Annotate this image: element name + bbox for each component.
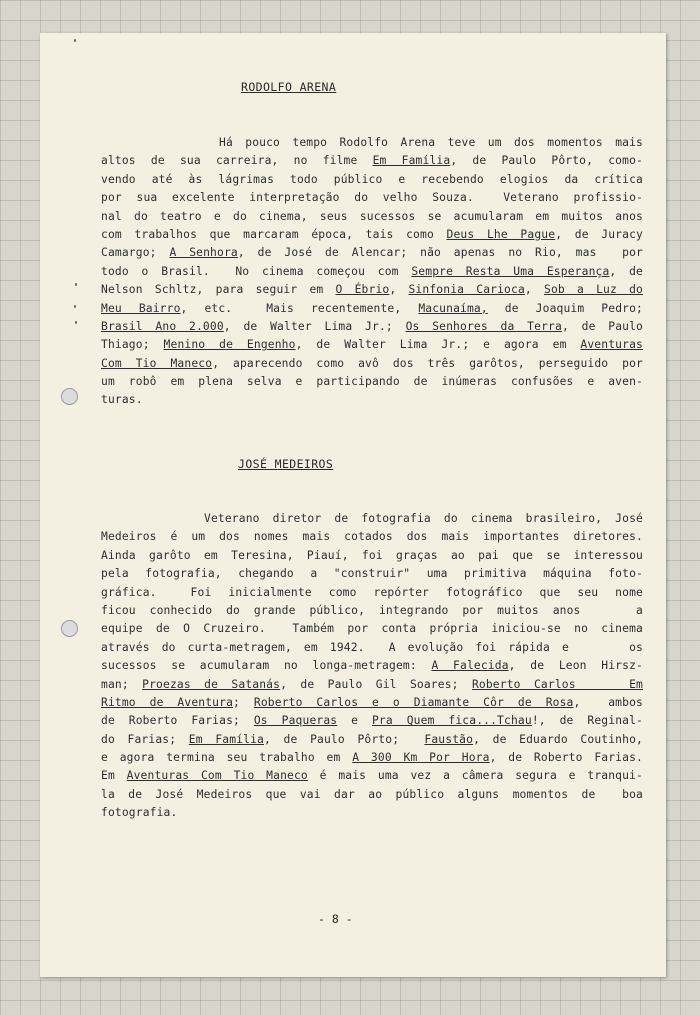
text-run: do Farias; (101, 732, 189, 746)
text-run: todo o Brasil. No cinema começou com (101, 264, 412, 278)
text-run: Camargo; (101, 246, 170, 260)
text-run: com trabalhos que marcaram época, tais como (101, 227, 447, 241)
underlined-title: Aventuras Com Tio Maneco (126, 769, 308, 783)
underlined-title: Em Família (188, 732, 264, 746)
underlined-title: Sinfonia Carioca (408, 283, 525, 297)
text-line (101, 189, 643, 207)
text-line (101, 657, 643, 675)
text-run: , de Leon Hirsz- (508, 659, 643, 673)
text-run: fotografia. (101, 806, 178, 820)
text-run: turas. (101, 393, 143, 407)
underlined-title: Macunaíma, (418, 301, 488, 315)
punch-hole (61, 620, 78, 637)
text-line (101, 584, 643, 602)
underlined-title: Faustão (424, 732, 474, 746)
underlined-title: Aventuras (580, 338, 643, 352)
underlined-title: Com Tio Maneco (101, 356, 213, 370)
text-run: la de José Medeiros que vai dar ao público alguns momentos de boa (101, 787, 643, 801)
text-run: ; (233, 695, 254, 709)
punch-hole (61, 388, 78, 405)
text-line (101, 676, 643, 694)
text-run: por sua excelente interpretação do velho Souza. Veterano profissio- (101, 191, 643, 205)
text-run: , de Walter Lima Jr.; (223, 319, 406, 333)
text-run: de Joaquim Pedro; (487, 301, 644, 315)
paper-speck (74, 39, 76, 42)
text-run: , (389, 283, 409, 297)
text-run: é mais uma vez a câmera segura e tranqui- (307, 769, 643, 783)
text-run: pela fotografia, chegando a "construir" uma primitiva máquina foto- (101, 567, 643, 581)
text-run: Há pouco tempo Rodolfo Arena teve um dos momentos mais (219, 136, 643, 149)
text-run: !, de Reginal- (531, 714, 644, 728)
text-line (101, 373, 643, 391)
text-run: , de José de Alencar; não apenas no Rio, mas por (237, 246, 644, 260)
text-line (101, 152, 643, 170)
text-line (101, 749, 643, 767)
underlined-title: Meu Bairro (101, 301, 181, 315)
text-run: ficou conhecido do grande público, integrando por muitos anos a (101, 603, 643, 617)
paper-speck (74, 305, 76, 308)
text-run: Ainda garôto em Teresina, Piauí, foi graças ao pai que se interessou (101, 548, 643, 562)
text-line (101, 767, 643, 785)
text-run: Medeiros é um dos nomes mais cotados dos mais importantes diretores. (101, 530, 643, 544)
text-run: um robô em plena selva e participando de inúmeras confusões e aven- (101, 375, 643, 389)
text-run: , aparecendo como avô dos três garôtos, perseguido por (212, 356, 643, 370)
text-run: de Roberto Farias; (101, 714, 254, 728)
text-line (101, 281, 643, 299)
page-number: - 8 - (318, 912, 353, 926)
text-run: , de Paulo (561, 319, 643, 333)
section-body-jose-medeiros (101, 510, 643, 823)
underlined-title: Em Família (372, 154, 451, 168)
underlined-title: A Falecida (431, 659, 509, 673)
underlined-title: Roberto Carlos e o Diamante Côr de Rosa (253, 695, 574, 709)
text-run: man; (101, 677, 143, 691)
underlined-title: Deus Lhe Pague (446, 227, 556, 241)
text-line (101, 171, 643, 189)
text-line (101, 565, 643, 583)
underlined-title: Ritmo de Aventura (101, 695, 234, 709)
text-line (101, 547, 643, 565)
underlined-title: Proezas de Satanás (142, 677, 281, 691)
text-line (101, 336, 643, 354)
text-run: , de Roberto Farias. (489, 751, 643, 765)
text-line (101, 318, 643, 336)
paper-speck (75, 283, 77, 286)
text-run: através do curta-metragem, em 1942. A evolução foi rápida e os (101, 640, 643, 654)
text-run: sucessos se acumularam no longa-metragem: (101, 659, 432, 673)
text-run: , de Eduardo Coutinho, (473, 732, 643, 746)
underlined-title: A 300 Km Por Hora (352, 751, 490, 765)
text-run: , ambos (573, 695, 643, 709)
paper-speck (75, 321, 77, 324)
text-line (101, 510, 643, 528)
underlined-title: Os Senhores da Terra (405, 319, 562, 333)
text-line (101, 712, 643, 730)
text-line (101, 391, 643, 409)
text-line (101, 208, 643, 226)
text-line (101, 244, 643, 262)
text-line (101, 226, 643, 244)
text-line (101, 134, 643, 152)
text-run: nal do teatro e do cinema, seus sucessos se acumularam em muitos anos (101, 209, 643, 223)
text-run: Veterano diretor de fotografia do cinema brasileiro, José (204, 512, 643, 525)
text-line (101, 355, 643, 373)
text-run: , de (609, 264, 644, 278)
underlined-title: Sob a Luz do (544, 283, 644, 297)
text-run: , de Walter Lima Jr.; e agora em (295, 338, 581, 352)
text-run: equipe de O Cruzeiro. Também por conta própria iniciou-se no cinema (101, 622, 643, 636)
text-line (101, 639, 643, 657)
text-line (101, 804, 643, 822)
underlined-title: Roberto Carlos Em (471, 677, 643, 691)
text-run: , (524, 283, 545, 297)
text-line (101, 694, 643, 712)
text-line (101, 602, 643, 620)
section-body-rodolfo-arena (101, 134, 643, 410)
text-run: Thiago; (101, 338, 164, 352)
text-run: , de Paulo Pôrto, como- (450, 154, 643, 168)
text-line (101, 731, 643, 749)
section-title-jose-medeiros: JOSÉ MEDEIROS (238, 457, 334, 471)
underlined-title: O Ébrio (335, 283, 390, 297)
text-line (101, 263, 643, 281)
text-run: e agora termina seu trabalho em (101, 751, 353, 765)
text-run: , de Juracy (555, 227, 643, 241)
underlined-title: Os Paqueras (253, 714, 338, 728)
text-line (101, 528, 643, 546)
text-run: altos de sua carreira, no filme (101, 154, 373, 168)
text-run: Nelson Schltz, para seguir em (101, 283, 336, 297)
text-run: gráfica. Foi inicialmente como repórter fotográfico que seu nome (101, 585, 643, 599)
underlined-title: Pra Quem fica...Tchau (371, 714, 532, 728)
text-run: , etc. Mais recentemente, (180, 301, 419, 315)
underlined-title: Brasil Ano 2.000 (101, 319, 224, 333)
text-run: Em (101, 769, 127, 783)
underlined-title: Menino de Engenho (163, 338, 296, 352)
underlined-title: Sempre Resta Uma Esperança (411, 264, 610, 278)
text-line (101, 786, 643, 804)
section-title-rodolfo-arena: RODOLFO ARENA (241, 80, 337, 94)
text-line (101, 620, 643, 638)
text-line (101, 300, 643, 318)
text-run: , de Paulo Pôrto; (263, 732, 425, 746)
text-run: e (337, 714, 372, 728)
underlined-title: A Senhora (169, 246, 238, 260)
text-run: , de Paulo Gil Soares; (280, 677, 472, 691)
text-run: vendo até às lágrimas todo público e recebendo elogios da crítica (101, 172, 643, 186)
